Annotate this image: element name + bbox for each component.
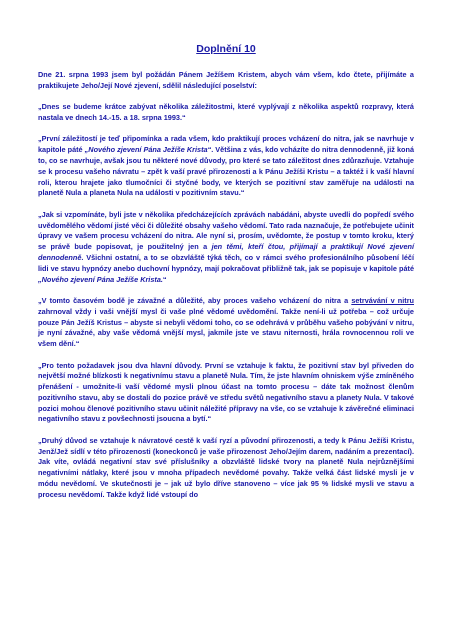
paragraph-5: [38, 296, 414, 350]
document-body: [38, 70, 414, 511]
paragraph-4-emphasis: jen těmi, kteří čtou, přijímají a praktikují Nové zjevení dennodenně: [38, 242, 414, 262]
paragraph-3-text-b: . Většina z vás, kdo vcházíte do nitra dennodenně, již koná to, co se navrhuje, avšak jsou tu některé nové důvody, pro které se tato záležitost dnes zdůrazňuje. Vztahuje se k procesu vašeho návratu – zpět k vaší pravé přirozenosti a k Pánu Ježíši Kristu – a taktéž i k vaší hlavní roli, kterou hrajete jako tlumočníci či styčné body, ve kterých se pozitivní stav zaměřuje na události na planetě Nula a planeta Nula na události v pozitivním stavu.“: [38, 145, 415, 198]
paragraph-3-text-a: „První záležitostí je teď připomínka a rada všem, kdo praktikují proces vcházení do nitra, jak se navrhuje v kapitole páté: [38, 134, 414, 155]
paragraph-4-text-b: . Všichni ostatní, a to se obzvláště týká těch, co v rámci svého profesionálního působení léčí lidi ve stavu hypnózy anebo duchovní hypnózy, mají pokračovat přibližně tak, jak se popisuje v kapitole páté: [38, 252, 414, 273]
paragraph-4-book-title: „Nového zjevení Pána Ježíše Krista.: [38, 274, 163, 284]
paragraph-3-book-title: „Nového zjevení Pána Ježíše Krista“: [84, 145, 212, 155]
paragraph-5-text-b: zahrnoval vždy i vaši vnější mysl či vaše plné vědomé uvědomění. Takže není-li už potřeba – což určuje pouze Pán Ježíš Kristus – abyste si nebyli vědomi toho, co se odehrává v průběhu vašeho pobývání v nitru, je nyní závažné, aby vaše vědomá vnější mysl, jakmile jste ve stavu niternosti, hrála rovnocennou roli ve všem dění.“: [38, 306, 414, 349]
paragraph-4-text-a: „Jak si vzpomínáte, byli jste v několika předcházejících zprávách nabádáni, abyste uvedli do popředí svého uvědomělého vědomí jisté věci či důležité obsahy vašeho vědomí. Tato rada naznačuje, že potřebujete učinit úpravy ve vašem procesu vcházení do nitra. Ale nyní si, prosím, uvědomte, že postup v tomto kroku, který se právě bude popisovat, je použitelný jen a: [38, 209, 414, 252]
paragraph-5-underlined: setrvávání v nitru: [351, 295, 414, 305]
paragraph-7: „Druhý důvod se vztahuje k návratové cestě k vaší ryzí a původní přirozenosti, a tedy k Pánu Ježíši Kristu, Jenž/Jež sídlí v této přirozenosti (koneckonců je vaše přirozenost Jeho/Jejím darem, nadáním a prezentací). Jak víte, ovládá negativní stav své příslušníky a obzvláště lidské tvory na planetě Nula nejrůznějšími negativními nátlaky, které jsou v mnoha případech nevědomé povahy. Takže velká část lidské mysli je v módu nevědomí. Ve skutečnosti je – jak už bylo dříve stanoveno – více jak 95 % lidské mysli ve stavu a procesu nevědomí. Takže když lidé vstoupí do: [38, 435, 414, 499]
paragraph-2: „Dnes se budeme krátce zabývat několika záležitostmi, které vyplývají z několika aspektů rozpravy, která nastala ve dnech 14.-15. a 18. srpna 1993.“: [38, 102, 414, 122]
paragraph-5-text-a: „V tomto časovém bodě je závažné a důležité, aby proces vašeho vcházení do nitra a: [38, 295, 352, 305]
document-title: Doplnění 10: [196, 43, 256, 55]
paragraph-4-text-c: “: [162, 274, 167, 284]
paragraph-6: „Pro tento požadavek jsou dva hlavní důvody. První se vztahuje k faktu, že pozitivní stav byl přiveden do největší možné blízkosti k negativnímu stavu a planetě Nula. Tím, že jste hlavním ohniskem výše zmíněného přenášení - umožnite-li vaší vědomé mysli plnou účast na tomto procesu – dáte tak možnost členům pozitivního stavu, aby se dostali do pozice právě ve středu světů negativního stavu a planety Nula. V takové pozici mohou členové pozitivního stavu učinit náležité přípravy na vše, co se vztahuje k závěrečné eliminaci negativního stavu z povšechnosti jsoucna a bytí.“: [38, 360, 414, 424]
paragraph-4: [38, 210, 414, 286]
paragraph-3: [38, 134, 414, 199]
paragraph-intro: Dne 21. srpna 1993 jsem byl požádán Pánem Ježíšem Kristem, abych vám všem, kdo čtete, přijímáte a praktikujete Jeho/Její Nové zjevení, sdělil následující poselství:: [38, 70, 414, 90]
